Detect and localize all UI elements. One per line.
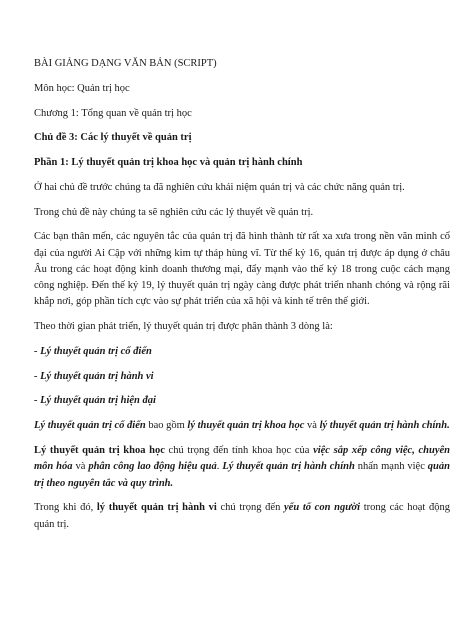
p6-administrative-term: Lý thuyết quản trị hành chính — [222, 461, 355, 473]
paragraph-4: Theo thời gian phát triển, lý thuyết quản trị được phân thành 3 dòng là: — [34, 321, 333, 333]
p7-text: Trong khi đó, — [34, 502, 97, 514]
document-title: BÀI GIẢNG DẠNG VĂN BẢN (SCRIPT) — [34, 58, 217, 69]
paragraph-5 — [34, 418, 450, 434]
p6-and: và — [72, 461, 89, 473]
chapter-line: Chương 1: Tổng quan về quản trị học — [34, 107, 192, 119]
p5-scientific-term: lý thuyết quản trị khoa học — [187, 420, 305, 432]
p6-text: chú trọng đến tính khoa học của — [164, 445, 314, 457]
p7-text-3: trong các hoạt động quản trị. — [34, 502, 450, 530]
p5-text: bao gồm — [145, 420, 188, 432]
p6-text-2: nhấn mạnh việc — [354, 461, 428, 473]
p5-administrative-term: lý thuyết quản trị hành chính. — [319, 420, 450, 432]
p7-human-term: yếu tố con người — [284, 502, 361, 514]
paragraph-3: Các bạn thân mến, các nguyên tắc của quản trị đã hình thành từ rất xa xưa trong nền văn minh cổ đại của người Ai Cập với những kim tự tháp hùng vĩ. Từ thế kỷ 16, quản trị được áp dụng ở châu Âu trong các hoạt động kinh doanh thương mại, đẩy mạnh vào thế kỷ 18 trong cuộc cách mạng công nghiệp. Đến thế kỷ 19, lý thuyết quản trị ngày càng được phát triển nhanh chóng và rộng rãi khắp nơi, góp phần tích cực vào sự phát triển của xã hội và kinh tế trên thế giới. — [34, 231, 450, 308]
subject-line: Môn học: Quản trị học — [34, 82, 130, 94]
paragraph-1: Ở hai chủ đề trước chúng ta đã nghiên cứu khái niệm quản trị và các chức năng quản trị. — [34, 181, 405, 193]
p7-behavioral-term: lý thuyết quản trị hành vi — [96, 502, 217, 514]
paragraph-7 — [34, 500, 450, 533]
paragraph-6 — [34, 443, 450, 492]
paragraph-2: Trong chủ đề này chúng ta sẽ nghiên cứu các lý thuyết về quản trị. — [34, 206, 314, 218]
p6-principles-term: quản trị theo nguyên tắc và quy trình. — [34, 461, 450, 489]
list-item-behavioral: - Lý thuyết quản trị hành vi — [34, 370, 154, 382]
part-heading: Phần 1: Lý thuyết quản trị khoa học và quản trị hành chính — [34, 157, 303, 169]
p5-classical-term: Lý thuyết quản trị cổ điển — [34, 420, 146, 432]
p6-period: . — [216, 461, 223, 473]
list-item-modern: - Lý thuyết quản trị hiện đại — [34, 395, 156, 407]
p6-arrangement-term: việc sắp xếp công việc, chuyên môn hóa — [34, 445, 450, 473]
list-item-classical: - Lý thuyết quản trị cổ điển — [34, 345, 152, 357]
p6-scientific-term: Lý thuyết quản trị khoa học — [34, 445, 165, 457]
p7-text-2: chú trọng đến — [216, 502, 284, 514]
p6-division-term: phân công lao động hiệu quả — [88, 461, 217, 473]
p5-and: và — [304, 420, 320, 432]
topic-heading: Chủ đề 3: Các lý thuyết về quản trị — [34, 132, 192, 144]
